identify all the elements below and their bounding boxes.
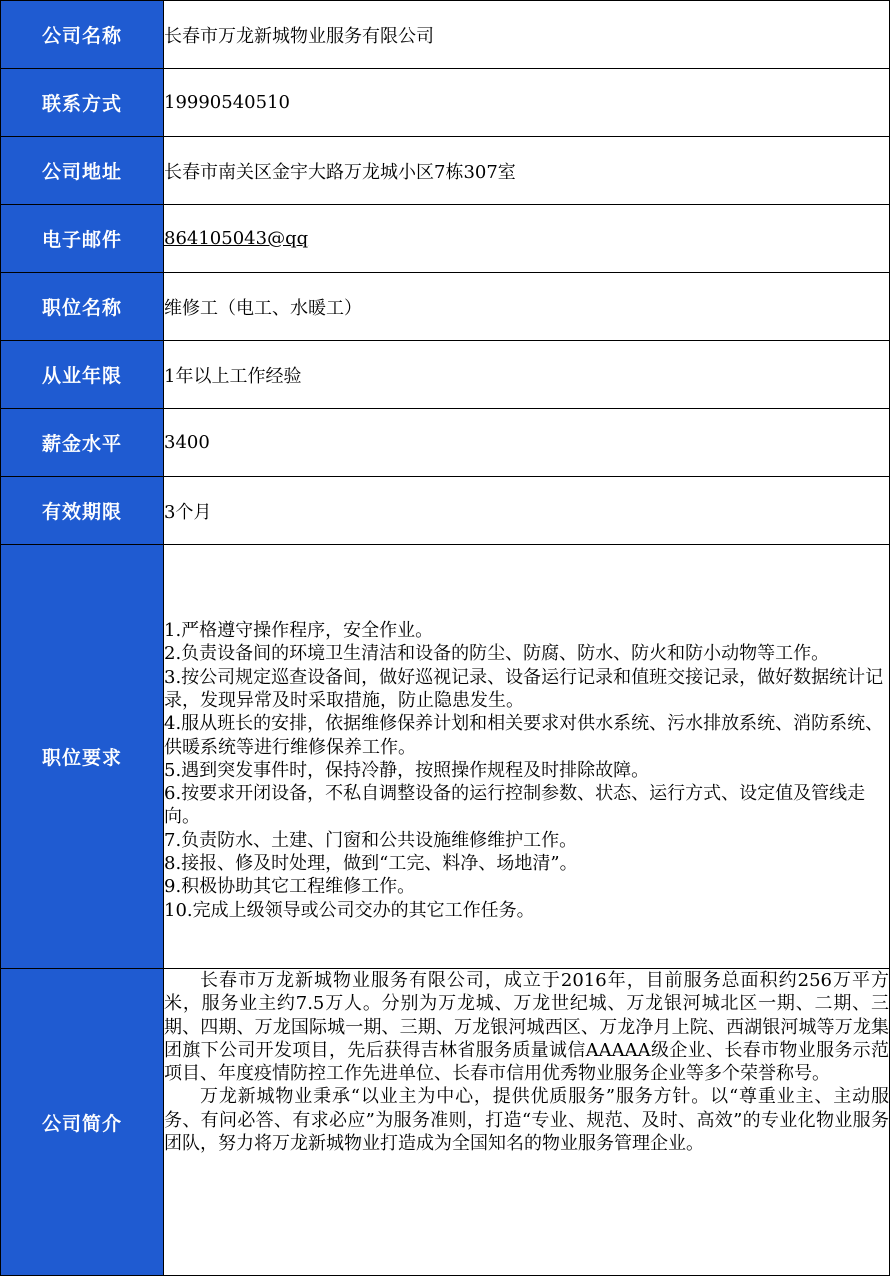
salary-label: 薪金水平 [1, 409, 164, 477]
experience-value: 1年以上工作经验 [164, 341, 890, 409]
requirement-item: 10.完成上级领导或公司交办的其它工作任务。 [164, 899, 535, 921]
validity-label: 有效期限 [1, 477, 164, 545]
validity-value: 3个月 [164, 477, 890, 545]
position-value: 维修工（电工、水暖工） [164, 273, 890, 341]
introduction-cell [164, 969, 890, 1276]
salary-value: 3400 [164, 409, 890, 477]
email-link[interactable]: 864105043@qq [164, 228, 309, 249]
email-label: 电子邮件 [1, 205, 164, 273]
email-cell [164, 205, 890, 273]
row-email [1, 205, 890, 273]
contact-label: 联系方式 [1, 69, 164, 137]
requirement-item: 7.负责防水、土建、门窗和公共设施维修维护工作。 [164, 829, 578, 851]
requirement-item: 6.按要求开闭设备，不私自调整设备的运行控制参数、状态、运行方式、设定值及管线走向。 [164, 783, 866, 828]
company-name-value: 长春市万龙新城物业服务有限公司 [164, 1, 890, 69]
row-introduction [1, 969, 890, 1276]
introduction-paragraph: 万龙新城物业秉承“以业主为中心，提供优质服务”服务方针。以“尊重业主、主动服务、有问必答、有求必应”为服务准则，打造“专业、规范、及时、高效”的专业化物业服务团队，努力将万龙新城物业打造成为全国知名的物业服务管理企业。 [164, 1086, 889, 1155]
requirements-cell [164, 545, 890, 969]
requirement-item: 9.积极协助其它工程维修工作。 [164, 876, 416, 898]
requirement-item: 4.服从班长的安排，依据维修保养计划和相关要求对供水系统、污水排放系统、消防系统、供暖系统等进行维修保养工作。 [164, 713, 884, 758]
address-label: 公司地址 [1, 137, 164, 205]
row-experience [1, 341, 890, 409]
requirement-item: 5.遇到突发事件时，保持冷静，按照操作规程及时排除故障。 [164, 759, 650, 781]
address-value: 长春市南关区金宇大路万龙城小区7栋307室 [164, 137, 890, 205]
introduction-paragraph: 长春市万龙新城物业服务有限公司，成立于2016年，目前服务总面积约256万平方米，服务业主约7.5万人。分别为万龙城、万龙世纪城、万龙银河城北区一期、二期、三期、四期、万龙国际城一期、三期、万龙银河城西区、万龙净月上院、西湖银河城等万龙集团旗下公司开发项目，先后获得吉林省服务质量诚信AAAAA级企业、长春市物业服务示范项目、年度疫情防控工作先进单位、长春市信用优秀物业服务企业等多个荣誉称号。 [164, 970, 889, 1085]
row-company-name [1, 1, 890, 69]
row-salary [1, 409, 890, 477]
row-validity [1, 477, 890, 545]
row-address [1, 137, 890, 205]
requirement-item: 3.按公司规定巡查设备间，做好巡视记录、设备运行记录和值班交接记录，做好数据统计记录，发现异常及时采取措施，防止隐患发生。 [164, 666, 884, 711]
requirement-item: 1.严格遵守操作程序，安全作业。 [164, 620, 434, 642]
requirements-list [164, 591, 889, 922]
introduction-label: 公司简介 [1, 969, 164, 1276]
requirement-item: 8.接报、修及时处理，做到“工完、料净、场地清”。 [164, 853, 578, 875]
company-name-label: 公司名称 [1, 1, 164, 69]
position-label: 职位名称 [1, 273, 164, 341]
row-contact [1, 69, 890, 137]
requirement-item: 2.负责设备间的环境卫生清洁和设备的防尘、防腐、防水、防火和防小动物等工作。 [164, 643, 830, 665]
contact-value: 19990540510 [164, 69, 890, 137]
requirements-label: 职位要求 [1, 545, 164, 969]
row-requirements [1, 545, 890, 969]
experience-label: 从业年限 [1, 341, 164, 409]
row-position [1, 273, 890, 341]
